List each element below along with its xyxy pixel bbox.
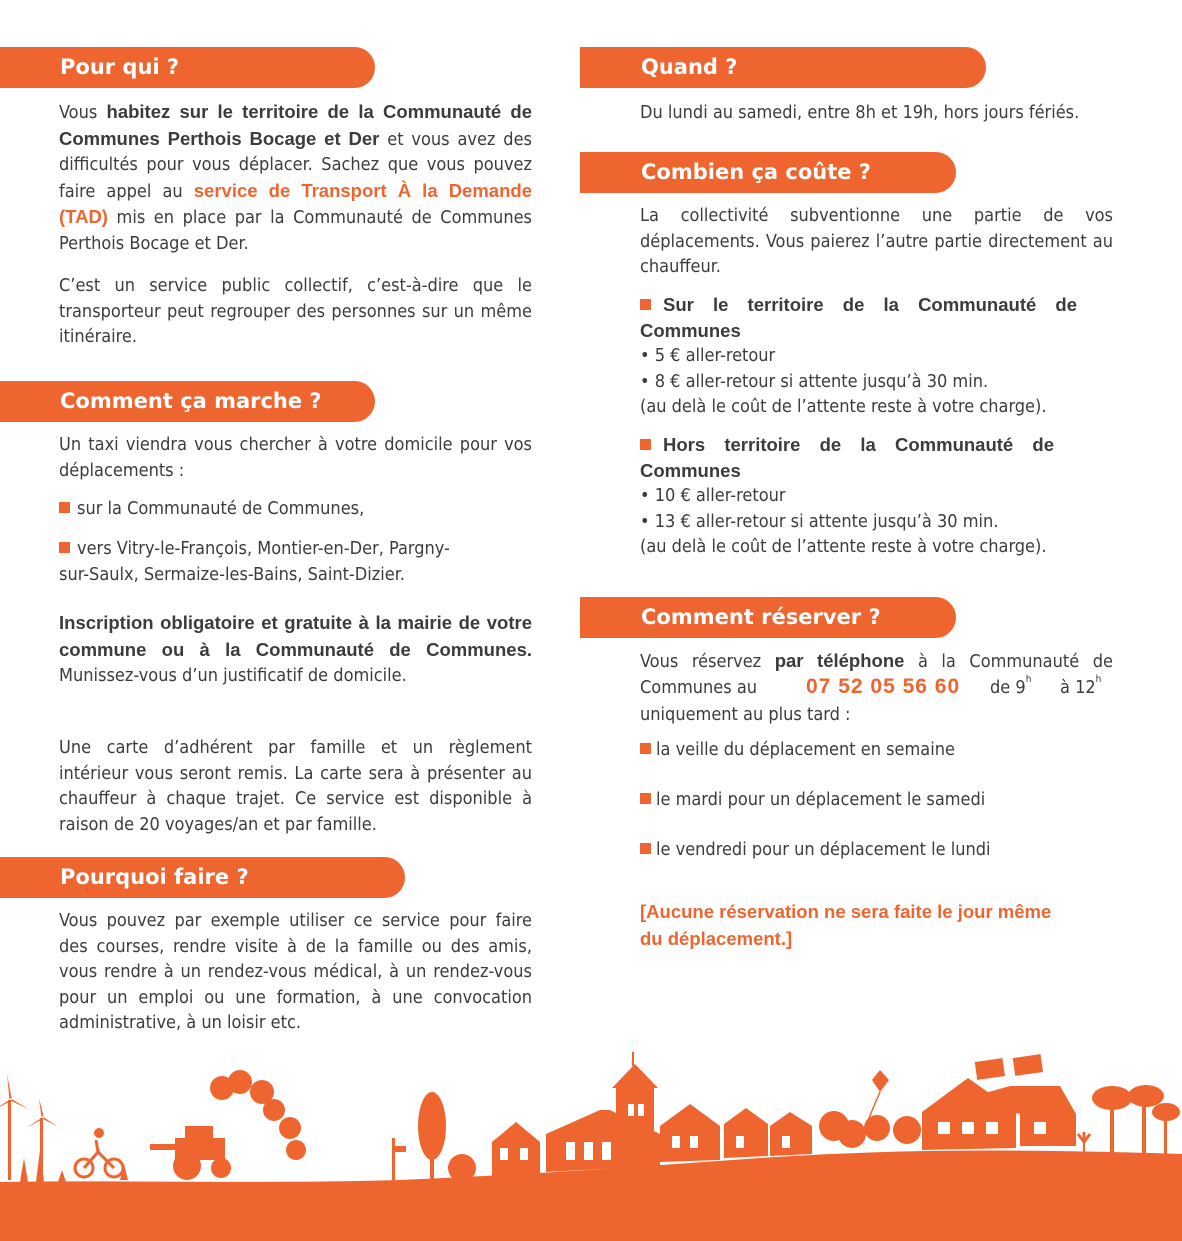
pour-qui-paragraph: Vous habitez sur le territoire de la Communauté de Communes Perthois Bocage et Der et vous avez des difficultés pour vous déplacer. Sachez que vous pouvez faire appel au service de Transport À la Demande (TAD) mis en place par la Communauté de Communes Perthois Bocage et Der. <box>59 101 532 254</box>
pourquoi-banner <box>0 857 405 898</box>
cout-intro: La collectivité subventionne une partie de vos déplacements. Vous paierez l’autre partie directement au chauffeur. <box>640 205 1113 277</box>
phone-number[interactable]: 07 52 05 56 60 <box>806 674 961 698</box>
cout-banner <box>580 152 956 193</box>
bullet-square-icon <box>59 542 70 553</box>
pourquoi-paragraph: Vous pouvez par exemple utiliser ce service pour faire des courses, rendre visite à de la famille ou des amis, vous rendre à un rendez-vous médical, à un rendez-vous pour un emploi ou une formation, à une convocation administrative, à un loisir etc. <box>59 910 532 1033</box>
pourquoi-heading: Pourquoi faire ? <box>60 865 249 889</box>
palm-icon <box>1078 1132 1090 1154</box>
sur-territoire-block: Sur le territoire de la Communauté de Communes • 5 € aller-retour • 8 € aller-retour si attente jusqu’à 30 min. (au delà le coût de l’attente reste à votre charge). <box>640 294 1077 417</box>
bullet-square-icon <box>640 793 651 804</box>
taxi-intro: Un taxi viendra vous chercher à votre domicile pour vos déplacements : <box>59 434 532 481</box>
pour-qui-banner <box>0 47 375 88</box>
bush-icon <box>448 1154 476 1182</box>
village-landscape-illustration <box>0 1030 1182 1241</box>
bullet-destinations: vers Vitry-le-François, Montier-en-Der, Pargny- sur-Saulx, Sermaize-les-Bains, Saint-Dizier. <box>59 538 450 585</box>
option-vendredi: le vendredi pour un déplacement le lundi <box>640 837 1115 863</box>
reserver-banner <box>580 597 956 638</box>
hors-territoire-block: Hors territoire de la Communauté de Communes • 10 € aller-retour • 13 € aller-retour si attente jusqu’à 30 min. (au delà le coût de l’attente reste à votre charge). <box>640 434 1054 557</box>
comment-marche-banner <box>0 381 375 422</box>
inscription-paragraph: Inscription obligatoire et gratuite à la mairie de votre commune ou à la Communauté de Communes. Munissez-vous d’un justificatif de domicile. <box>59 612 532 686</box>
solar-panel-icon <box>975 1054 1043 1080</box>
bullet-square-icon <box>640 843 651 854</box>
pour-qui-heading: Pour qui ? <box>60 55 180 79</box>
service-public-paragraph: C’est un service public collectif, c’est-à-dire que le transporteur peut regrouper des personnes sur un même itinéraire. <box>59 275 532 347</box>
bullet-square-icon <box>59 502 70 513</box>
carte-paragraph: Une carte d’adhérent par famille et un règlement intérieur vous seront remis. La carte sera à présenter au chauffeur à chaque trajet. Ce service est disponible à raison de 20 voyages/an et par famille. <box>59 737 532 835</box>
bullet-square-icon <box>640 743 651 754</box>
wind-turbine-icon <box>0 1074 58 1180</box>
tad-highlight: service de Transport À la Demande (TAD) <box>59 179 532 227</box>
pine-trees-icon <box>1092 1085 1180 1154</box>
cout-heading: Combien ça coûte ? <box>641 160 871 184</box>
option-veille: la veille du déplacement en semaine <box>640 737 1115 763</box>
signpost-icon <box>392 1138 406 1182</box>
quand-heading: Quand ? <box>641 55 738 79</box>
tree-icon <box>418 1092 446 1160</box>
quand-banner <box>580 47 986 88</box>
kite-icon <box>872 1070 889 1092</box>
reservation-warning: [Aucune réservation ne sera faite le jour même du déplacement.] <box>640 901 1052 949</box>
cyclist-head-icon <box>94 1128 104 1138</box>
comment-marche-heading: Comment ça marche ? <box>60 389 322 413</box>
reserver-paragraph: Vous réservez par téléphone à la Communauté de Communes au 07 52 05 56 60 de 9$^h$ à 12$^h$ uniquement au plus tard : <box>640 650 1113 725</box>
bullet-square-icon <box>640 299 651 310</box>
option-mardi: le mardi pour un déplacement le samedi <box>640 787 1115 813</box>
bullet-communaute: sur la Communauté de Communes, <box>59 496 532 522</box>
tractor-icon <box>150 1126 231 1180</box>
cyclist-icon <box>75 1140 123 1177</box>
bullet-square-icon <box>640 439 651 450</box>
reserver-heading: Comment réserver ? <box>641 605 881 629</box>
quand-text: Du lundi au samedi, entre 8h et 19h, hors jours fériés. <box>640 102 1080 123</box>
